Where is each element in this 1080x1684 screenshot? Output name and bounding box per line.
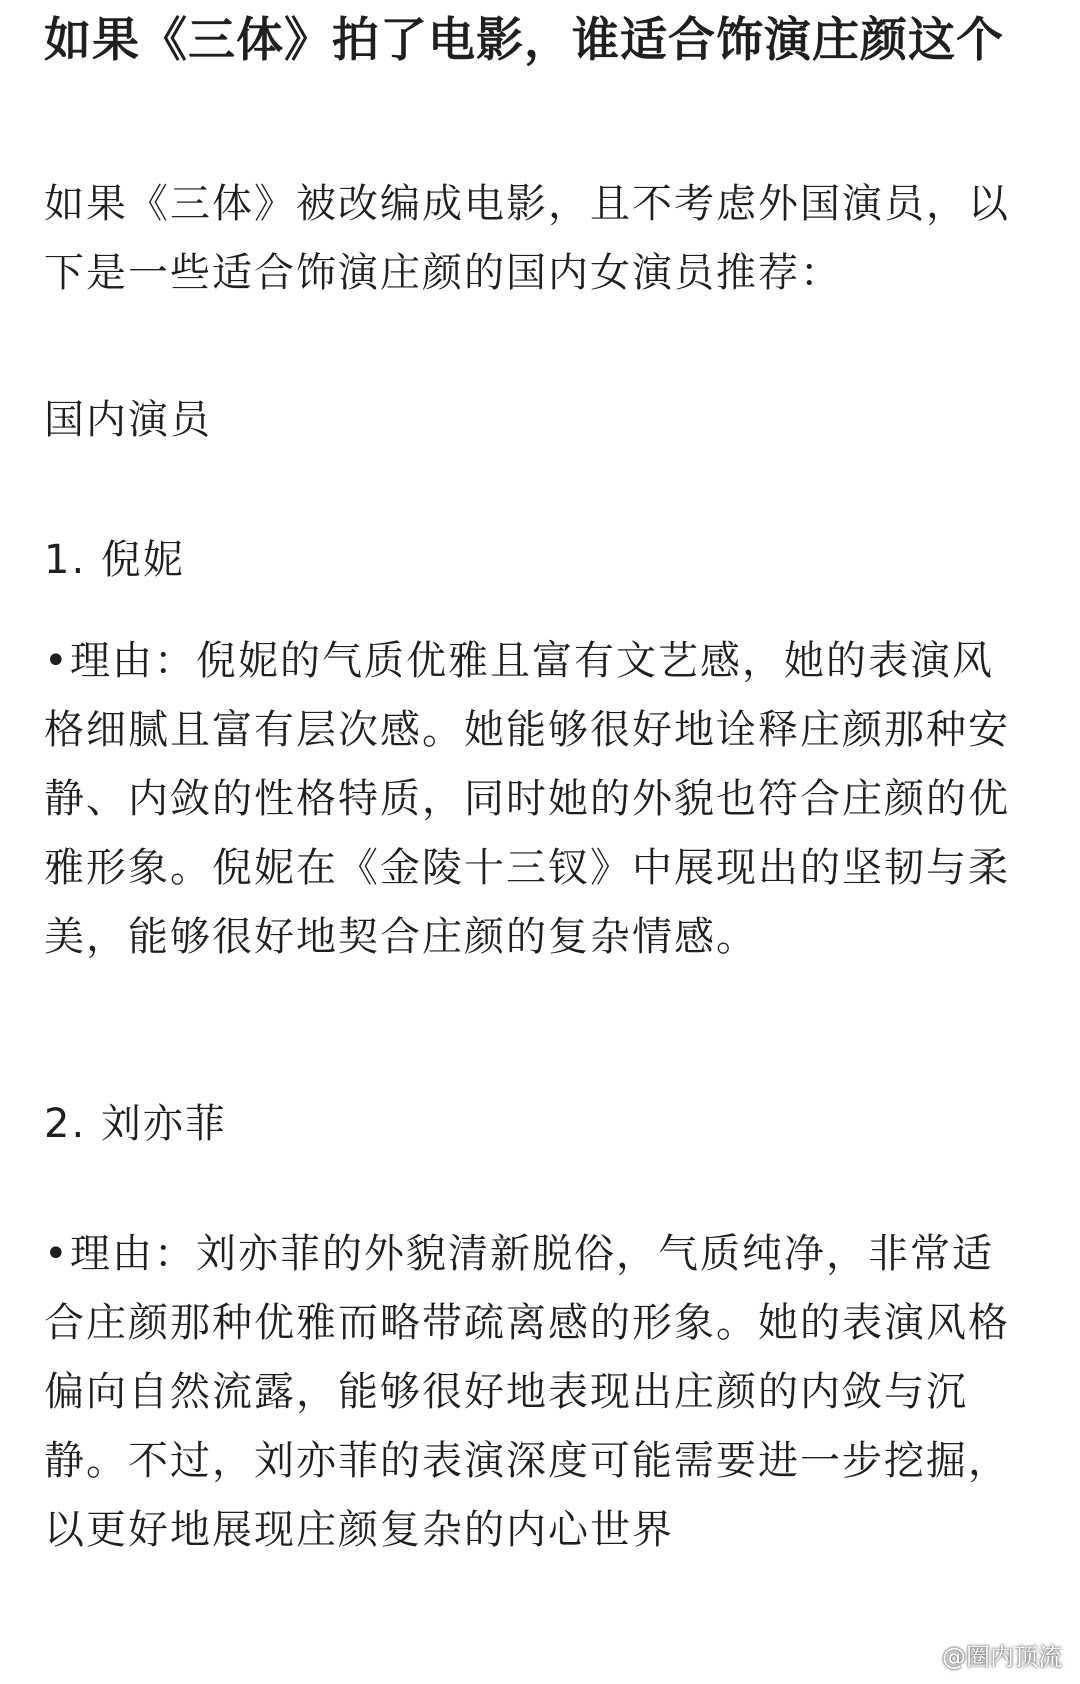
candidate-reason-1	[44, 627, 1034, 972]
candidate-name-2: 2. 刘亦菲	[44, 1101, 227, 1147]
intro-paragraph: 如果《三体》被改编成电影，且不考虑外国演员，以下是一些适合饰演庄颜的国内女演员推荐：	[44, 181, 1010, 296]
candidate-reason-text-1: 理由：倪妮的气质优雅且富有文艺感，她的表演风格细腻且富有层次感。她能够很好地诠释庄颜那种安静、内敛的性格特质，同时她的外貌也符合庄颜的优雅形象。倪妮在《金陵十三钗》中展现出的坚韧与柔美，能够很好地契合庄颜的复杂情感。	[44, 638, 1010, 960]
post-title: 如果《三体》拍了电影，谁适合饰演庄颜这个	[44, 13, 1004, 68]
section-heading: 国内演员	[44, 397, 212, 443]
weibo-watermark	[906, 1637, 1062, 1672]
weibo-icon	[906, 1643, 936, 1667]
watermark-text: @圈内顶流	[942, 1643, 1062, 1671]
candidate-reason-2	[44, 1220, 1034, 1565]
bullet: •	[44, 638, 70, 684]
bullet: •	[44, 1231, 70, 1277]
candidate-reason-text-2: 理由：刘亦菲的外貌清新脱俗，气质纯净，非常适合庄颜那种优雅而略带疏离感的形象。她的表演风格偏向自然流露，能够很好地表现出庄颜的内敛与沉静。不过，刘亦菲的表演深度可能需要进一步挖掘，以更好地展现庄颜复杂的内心世界	[44, 1231, 1010, 1553]
candidate-name-1: 1. 倪妮	[44, 537, 185, 583]
